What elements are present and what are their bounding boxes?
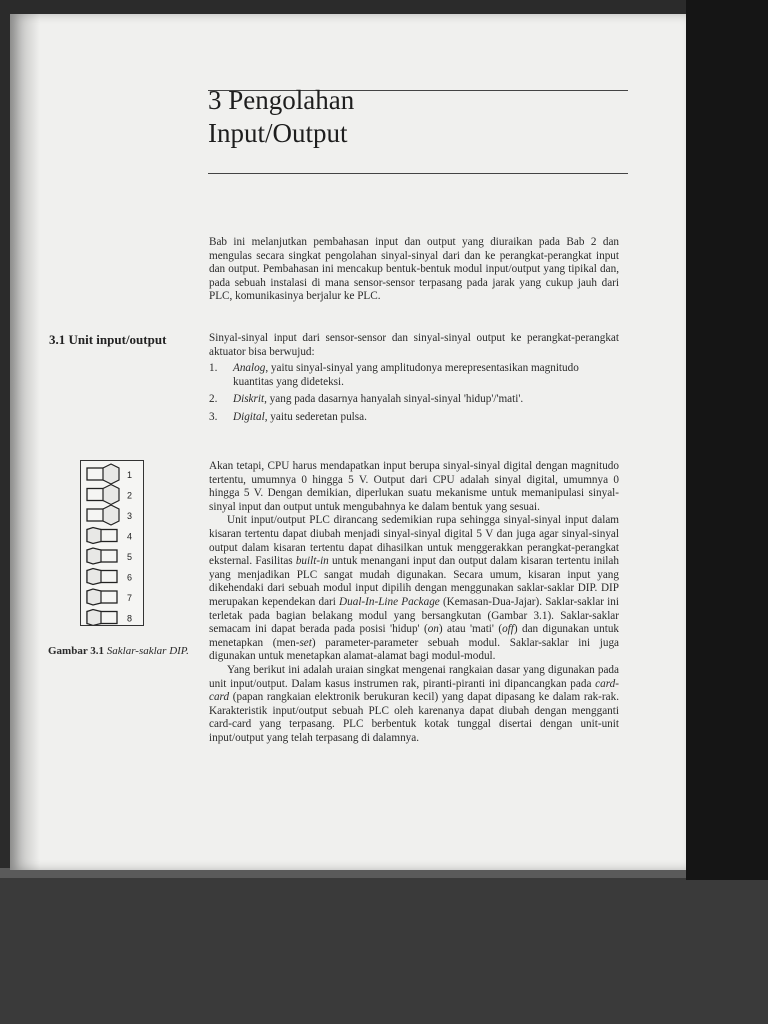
text-run: (Kemasan-Dua-Jajar). Saklar-saklar ini terletak pada bagian belakang modul yang bersangkutan (Gambar 3.1). Saklar-saklar semacam ini dapat berada pada posisi 'hidup' ( xyxy=(209,595,619,636)
text-run: Yang berikut ini adalah uraian singkat mengenai rangkaian dasar yang digunakan pada unit input/output. Dalam kasus instrumen rak, piranti-piranti ini dipancangkan pada xyxy=(209,663,619,690)
section-lead: Sinyal-sinyal input dari sensor-sensor dan sinyal-sinyal output ke perangkat-perangkat aktuator bisa berwujud: xyxy=(209,332,619,358)
dip-switch-lever xyxy=(87,610,101,626)
list-term: Digital xyxy=(233,410,265,423)
dip-switch-lever xyxy=(103,464,119,484)
chapter-title xyxy=(208,84,354,150)
chapter-title-line2: Input/Output xyxy=(208,118,348,148)
dip-switch-number: 7 xyxy=(127,593,133,603)
dip-switch-number: 4 xyxy=(127,531,133,542)
dip-switch-lever xyxy=(87,548,101,564)
dip-switch-lever xyxy=(87,589,101,605)
dip-switch-number: 1 xyxy=(127,470,133,480)
scan-background-bottom xyxy=(0,868,768,1024)
text-run-italic: card-card xyxy=(209,677,619,704)
text-run-italic: set xyxy=(299,636,312,649)
figure-caption xyxy=(48,645,189,657)
text-run-italic: built-in xyxy=(295,555,329,568)
page-gutter-shadow xyxy=(10,14,40,870)
text-run-italic: Dual-In-Line Package xyxy=(339,595,440,608)
text-run-italic: off xyxy=(502,623,514,636)
dip-switch-number: 8 xyxy=(127,613,133,624)
text-run: untuk menangani input dan output dalam kisaran tertentu inilah yang menjadikan PLC sangat mudah digunakan. Secara umum, kisaran input yang dikehendaki dari sebuah modul input dipilih dengan menggunakan saklar-saklar DIP. DIP merupakan kependekan dari xyxy=(209,555,619,608)
dip-switch-1 xyxy=(87,464,132,484)
dip-switch-4 xyxy=(87,528,132,544)
list-number: 2. xyxy=(209,393,218,406)
list-item xyxy=(209,411,619,425)
list-text: , yaitu sinyal-sinyal yang amplitudonya merepresentasikan magnitudo kuantitas yang dideteksi. xyxy=(233,362,579,388)
text-run: ) parameter-parameter sebuah modul. Saklar-saklar ini juga digunakan untuk menetapkan alamat-alamat bagi modul-modul. xyxy=(209,636,619,663)
dip-switch-lever xyxy=(103,485,119,505)
dip-switch-lever xyxy=(87,528,101,544)
dip-switch-8 xyxy=(87,610,132,626)
dip-switch-lever xyxy=(87,569,101,585)
chapter-number: 3 xyxy=(208,85,222,115)
figure-caption-text: Saklar-saklar DIP. xyxy=(106,645,189,657)
dip-switch-lever xyxy=(103,505,119,525)
dip-switch-number: 2 xyxy=(127,490,133,501)
section-number: 3.1 xyxy=(49,332,66,347)
list-text: , yaitu sederetan pulsa. xyxy=(264,410,367,423)
list-number: 1. xyxy=(209,362,218,374)
dip-switch-drawing xyxy=(81,461,143,625)
paragraph-cpu: Akan tetapi, CPU harus mendapatkan input berupa sinyal-sinyal digital dengan magnitudo tertentu, umumnya 0 hingga 5 V. Output dari CPU adalah sinyal digital, umumnya 0 hingga 5 V. Dengan demikian, diperlukan suatu mekanisme untuk memanipulasi sinyal-sinyal input dan output untuk mengubahnya ke dalam bentuk yang sesuai. xyxy=(209,460,619,513)
text-run: Unit input/output PLC dirancang sedemikian rupa sehingga sinyal-sinyal input dalam kisaran tertentu dapat diubah menjadi sinyal-sinyal digital 5 V dan juga agar sinyal-sinyal output dalam kisaran tertentu dapat dihasilkan untuk menggerakkan perangkat-perangkat eksternal. Fasilitas xyxy=(209,514,619,568)
list-item xyxy=(209,362,619,389)
dip-switch-2 xyxy=(87,485,132,505)
list-item xyxy=(209,393,619,407)
intro-paragraph: Bab ini melanjutkan pembahasan input dan output yang diuraikan pada Bab 2 dan mengulas secara singkat pengolahan sinyal-sinyal dari dan ke perangkat-perangkat input dan output. Pembahasan ini mencakup bentuk-bentuk modul input/output yang tipikal dan, pada sebuah instalasi di mana sensor-sensor terpasang pada jarak yang cukup jauh dari PLC, komunikasinya berjalur ke PLC. xyxy=(209,236,619,303)
dip-switch-number: 3 xyxy=(127,511,133,521)
section-body xyxy=(209,460,619,745)
paragraph-io-unit xyxy=(209,514,619,664)
scan-background-right xyxy=(686,0,768,880)
dip-switch-7 xyxy=(87,589,132,605)
section-title: Unit input/output xyxy=(68,332,167,347)
text-run: ) dan digunakan untuk menetapkan (men- xyxy=(209,623,620,649)
title-rule-bottom xyxy=(208,173,628,174)
list-text: , yang pada dasarnya hanyalah sinyal-sinyal 'hidup'/'mati'. xyxy=(264,393,524,406)
figure-label: Gambar 3.1 xyxy=(48,645,105,657)
list-number: 3. xyxy=(209,410,218,423)
list-term: Analog xyxy=(233,362,266,374)
text-run: ) atau 'mati' ( xyxy=(438,623,503,636)
dip-switch-3 xyxy=(87,505,132,525)
signal-type-list xyxy=(209,362,619,428)
dip-switch-6 xyxy=(87,569,132,585)
paragraph-racks xyxy=(209,664,619,746)
section-heading xyxy=(49,332,166,348)
list-term: Diskrit xyxy=(233,393,265,406)
dip-switch-5 xyxy=(87,548,132,564)
text-run-italic: on xyxy=(427,623,439,636)
dip-switch-number: 6 xyxy=(127,572,133,583)
dip-switch-figure xyxy=(80,460,144,626)
dip-switch-number: 5 xyxy=(127,552,133,562)
text-run: (papan rangkaian elektronik berukuran kecil) yang dapat dipasang ke dalam rak-rak. Karakteristik input/output sebuah PLC oleh karenanya dapat diubah dengan mengganti card-card yang terpasang. PLC berbentuk kotak tunggal disertai dengan unit-unit input/output yang telah terpasang di dalamnya. xyxy=(209,691,619,744)
chapter-title-line1: Pengolahan xyxy=(228,85,355,115)
